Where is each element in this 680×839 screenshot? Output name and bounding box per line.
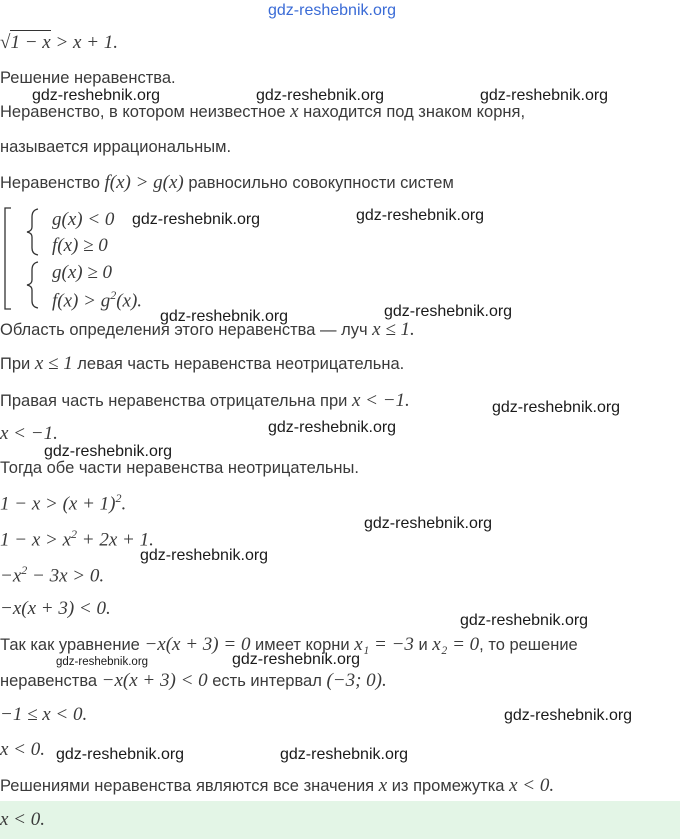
roots-interval: (−3; 0). (326, 670, 387, 691)
conclusion-text: Решениями неравенства являются все значения (0, 777, 379, 795)
equivalence-statement (0, 172, 454, 194)
case-1: x < −1. (0, 423, 58, 444)
equivalence-text: Неравенство (0, 174, 105, 192)
root-2: x₂ = 0 (432, 634, 480, 655)
system-line-2: f(x) ≥ 0 (52, 235, 108, 256)
right-part-statement (0, 390, 410, 412)
roots-inequality: −x(x + 3) < 0 (101, 670, 208, 691)
step-3-b: − 3x > 0. (27, 565, 105, 587)
watermark: gdz-reshebnik.org (364, 515, 493, 532)
watermark: gdz-reshebnik.org (480, 87, 609, 104)
domain-text: Область определения этого неравенства — луч (0, 321, 373, 339)
roots-text: неравенства (0, 672, 102, 690)
watermark-top[interactable]: gdz-reshebnik.org (268, 2, 397, 19)
watermark: gdz-reshebnik.org (56, 746, 185, 763)
step-2 (0, 527, 154, 551)
system-l4-a: f(x) > g (52, 290, 111, 312)
conclusion (0, 775, 554, 797)
roots-statement-2 (0, 670, 387, 692)
exponent: 2 (110, 288, 117, 302)
roots-text: есть интервал (207, 672, 327, 690)
system-line-1: g(x) < 0 (52, 209, 115, 230)
interval-result: −1 ≤ x < 0. (0, 704, 88, 725)
definition-text: находится под знаком корня, (298, 103, 526, 121)
watermark: gdz-reshebnik.org (384, 303, 513, 320)
watermark: gdz-reshebnik.org (460, 612, 589, 629)
watermark: gdz-reshebnik.org (280, 746, 409, 763)
both-nonnegative: Тогда обе части неравенства неотрицательны. (0, 459, 359, 477)
problem-rest: > x + 1. (50, 32, 119, 53)
definition-text: Неравенство, в котором неизвестное (0, 103, 291, 121)
system-brackets (4, 207, 44, 310)
roots-text: имеет корни (250, 636, 355, 654)
right-part-math: x < −1. (351, 390, 410, 411)
step-3-a: −x (0, 565, 22, 587)
step-1 (0, 491, 126, 515)
step-1-b: . (121, 493, 127, 515)
case-2: x < 0. (0, 739, 46, 760)
left-part-math: x ≤ 1 (34, 353, 73, 374)
watermark: gdz-reshebnik.org (140, 547, 269, 564)
left-part-statement (0, 353, 404, 375)
fx: f(x) (104, 172, 131, 193)
answer-box (0, 801, 680, 839)
watermark: gdz-reshebnik.org (268, 419, 397, 436)
watermark: gdz-reshebnik.org (32, 87, 161, 104)
left-part-text: При (0, 355, 35, 373)
conclusion-text: из промежутка (387, 777, 510, 795)
answer: x < 0. (0, 809, 46, 830)
watermark: gdz-reshebnik.org (160, 308, 289, 325)
roots-text: Так как уравнение (0, 636, 145, 654)
gx: g(x) (153, 172, 184, 193)
roots-text: , то решение (479, 636, 578, 654)
system-l4-b: (x). (116, 290, 143, 312)
system-line-4 (52, 288, 142, 312)
roots-text: и (413, 636, 433, 654)
conclusion-math: x < 0. (509, 775, 555, 796)
watermark: gdz-reshebnik.org (356, 207, 485, 224)
variable-x: x (378, 775, 388, 796)
watermark: gdz-reshebnik.org (492, 399, 621, 416)
exponent: 2 (21, 563, 28, 577)
watermark: gdz-reshebnik.org (132, 211, 261, 228)
step-1-a: 1 − x > (x + 1) (0, 493, 116, 515)
domain-math: x ≤ 1. (372, 319, 415, 340)
variable-x: x (290, 101, 299, 122)
watermark: gdz-reshebnik.org (504, 707, 633, 724)
exponent: 2 (71, 527, 78, 541)
step-2-b: + 2x + 1. (77, 529, 154, 551)
step-4: −x(x + 3) < 0. (0, 598, 111, 619)
definition-line-2: называется иррациональным. (0, 138, 232, 156)
right-part-text: Правая часть неравенства отрицательна при (0, 392, 352, 410)
step-2-a: 1 − x > x (0, 529, 72, 551)
problem-statement (0, 32, 118, 54)
radicand: 1 − x (10, 32, 51, 53)
exponent: 2 (115, 491, 122, 505)
solution-heading: Решение неравенства. (0, 69, 176, 87)
step-3 (0, 563, 104, 587)
roots-equation: −x(x + 3) = 0 (144, 634, 251, 655)
root-1: x₁ = −3 (354, 634, 414, 655)
watermark: gdz-reshebnik.org (256, 87, 385, 104)
greater-sign: > (130, 172, 154, 193)
watermark: gdz-reshebnik.org (232, 651, 361, 668)
equivalence-text: равносильно совокупности систем (183, 174, 454, 192)
definition-line-1 (0, 101, 525, 123)
domain-statement (0, 319, 415, 341)
system-line-3: g(x) ≥ 0 (52, 262, 113, 283)
watermark: gdz-reshebnik.org (56, 656, 149, 668)
watermark: gdz-reshebnik.org (44, 443, 173, 460)
sqrt-symbol: √ (0, 32, 11, 53)
left-part-text: левая часть неравенства неотрицательна. (72, 355, 405, 373)
